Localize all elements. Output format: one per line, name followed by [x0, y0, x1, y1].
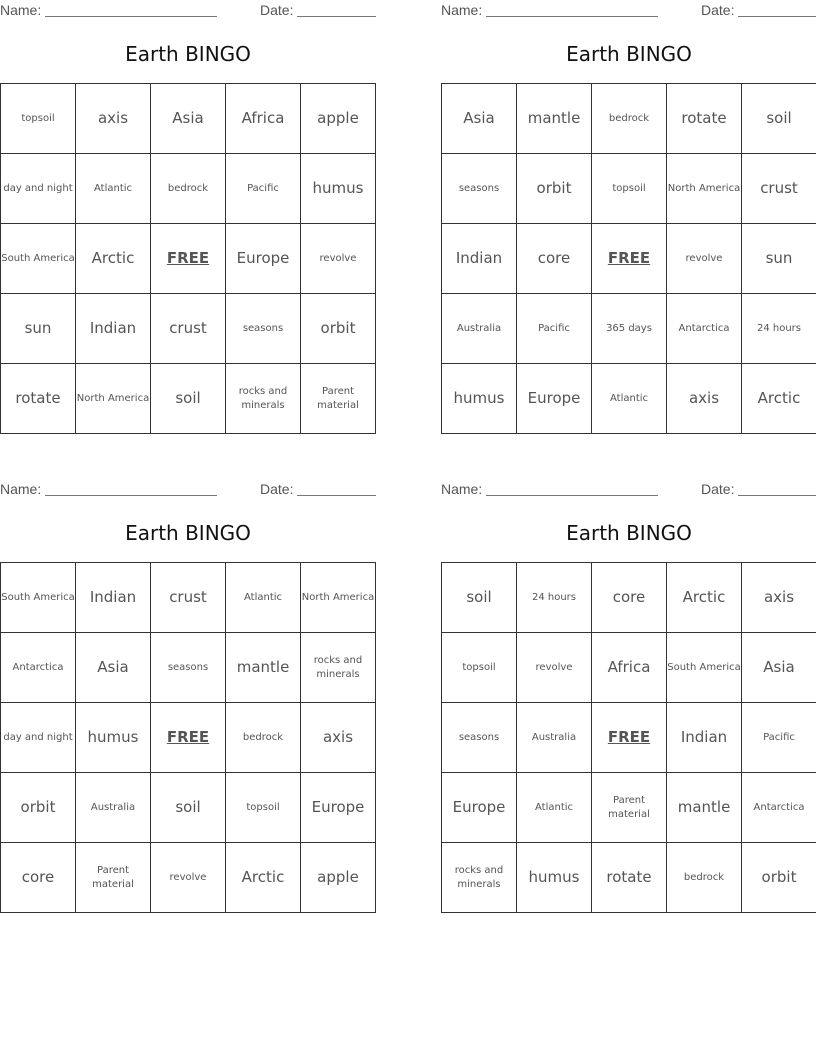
- bingo-cell: humus: [517, 843, 592, 913]
- bingo-cell: bedrock: [592, 84, 667, 154]
- bingo-cell: orbit: [742, 843, 816, 913]
- bingo-cell: Indian: [76, 563, 151, 633]
- bingo-row: [1, 843, 376, 913]
- name-blank-line: [45, 16, 217, 17]
- free-space-cell: FREE: [151, 703, 226, 773]
- bingo-cell: axis: [76, 84, 151, 154]
- card-header: [0, 0, 376, 22]
- bingo-cell: 24 hours: [517, 563, 592, 633]
- card-title: Earth BINGO: [125, 42, 251, 66]
- bingo-cell: Parent material: [592, 773, 667, 843]
- name-label: Name:: [0, 481, 42, 497]
- date-label: Date:: [701, 481, 735, 497]
- bingo-cell: topsoil: [1, 84, 76, 154]
- bingo-cell: core: [592, 563, 667, 633]
- bingo-cell: mantle: [226, 633, 301, 703]
- bingo-cell: Arctic: [226, 843, 301, 913]
- bingo-row: [442, 84, 816, 154]
- date-label: Date:: [260, 481, 294, 497]
- bingo-cell: 24 hours: [742, 294, 816, 364]
- bingo-cell: Pacific: [226, 154, 301, 224]
- bingo-cell: day and night: [1, 703, 76, 773]
- free-space-cell: FREE: [592, 703, 667, 773]
- date-label: Date:: [701, 2, 735, 18]
- card-header: [441, 479, 816, 501]
- bingo-cell: topsoil: [442, 633, 517, 703]
- bingo-grid: [0, 562, 376, 913]
- bingo-row: [1, 364, 376, 434]
- bingo-cell: axis: [742, 563, 816, 633]
- bingo-row: [1, 633, 376, 703]
- bingo-cell: core: [1, 843, 76, 913]
- bingo-cell: rocks and minerals: [226, 364, 301, 434]
- bingo-cell: Indian: [76, 294, 151, 364]
- bingo-cell: Australia: [517, 703, 592, 773]
- bingo-cell: sun: [742, 224, 816, 294]
- bingo-cell: seasons: [442, 703, 517, 773]
- bingo-cell: Antarctica: [742, 773, 816, 843]
- bingo-cell: Asia: [76, 633, 151, 703]
- bingo-cell: seasons: [226, 294, 301, 364]
- bingo-row: [442, 154, 816, 224]
- bingo-cell: bedrock: [226, 703, 301, 773]
- card-title: Earth BINGO: [566, 521, 692, 545]
- bingo-row: [442, 773, 816, 843]
- bingo-row: [1, 224, 376, 294]
- bingo-cell: South America: [667, 633, 742, 703]
- free-space-cell: FREE: [151, 224, 226, 294]
- bingo-row: [1, 84, 376, 154]
- bingo-cell: rotate: [592, 843, 667, 913]
- bingo-cell: Pacific: [517, 294, 592, 364]
- bingo-cell: soil: [151, 364, 226, 434]
- bingo-cell: Africa: [226, 84, 301, 154]
- bingo-row: [1, 154, 376, 224]
- bingo-cell: Asia: [742, 633, 816, 703]
- name-blank-line: [486, 495, 658, 496]
- bingo-cell: Parent material: [301, 364, 376, 434]
- bingo-cell: orbit: [1, 773, 76, 843]
- bingo-cell: Atlantic: [76, 154, 151, 224]
- bingo-cell: axis: [301, 703, 376, 773]
- bingo-cell: rotate: [667, 84, 742, 154]
- bingo-cell: North America: [301, 563, 376, 633]
- bingo-cell: humus: [442, 364, 517, 434]
- bingo-cell: bedrock: [151, 154, 226, 224]
- bingo-cell: Arctic: [667, 563, 742, 633]
- bingo-cell: Parent material: [76, 843, 151, 913]
- bingo-cell: humus: [301, 154, 376, 224]
- bingo-cell: North America: [76, 364, 151, 434]
- bingo-cell: Australia: [442, 294, 517, 364]
- bingo-row: [442, 843, 816, 913]
- bingo-cell: crust: [151, 563, 226, 633]
- bingo-cell: apple: [301, 843, 376, 913]
- bingo-cell: topsoil: [226, 773, 301, 843]
- bingo-row: [1, 773, 376, 843]
- bingo-cell: revolve: [667, 224, 742, 294]
- bingo-cell: orbit: [517, 154, 592, 224]
- bingo-row: [1, 703, 376, 773]
- bingo-cell: Europe: [226, 224, 301, 294]
- bingo-cell: revolve: [517, 633, 592, 703]
- bingo-cell: Atlantic: [592, 364, 667, 434]
- bingo-grid: [441, 83, 816, 434]
- bingo-cell: soil: [151, 773, 226, 843]
- date-blank-line: [738, 495, 816, 496]
- bingo-cell: Europe: [517, 364, 592, 434]
- bingo-row: [1, 563, 376, 633]
- bingo-cell: Indian: [442, 224, 517, 294]
- bingo-cell: humus: [76, 703, 151, 773]
- bingo-cell: soil: [442, 563, 517, 633]
- bingo-cell: Asia: [442, 84, 517, 154]
- bingo-cell: seasons: [151, 633, 226, 703]
- bingo-cell: bedrock: [667, 843, 742, 913]
- bingo-row: [1, 294, 376, 364]
- bingo-cell: rocks and minerals: [301, 633, 376, 703]
- bingo-grid: [0, 83, 376, 434]
- name-label: Name:: [0, 2, 42, 18]
- bingo-cell: Africa: [592, 633, 667, 703]
- bingo-cell: topsoil: [592, 154, 667, 224]
- date-blank-line: [297, 16, 376, 17]
- bingo-cell: South America: [1, 563, 76, 633]
- bingo-cell: Atlantic: [517, 773, 592, 843]
- bingo-cell: Pacific: [742, 703, 816, 773]
- card-title: Earth BINGO: [566, 42, 692, 66]
- name-label: Name:: [441, 2, 483, 18]
- bingo-cell: mantle: [667, 773, 742, 843]
- bingo-cell: Antarctica: [667, 294, 742, 364]
- bingo-cell: Europe: [301, 773, 376, 843]
- bingo-cell: Atlantic: [226, 563, 301, 633]
- bingo-cell: crust: [151, 294, 226, 364]
- bingo-cell: revolve: [151, 843, 226, 913]
- bingo-cell: Arctic: [742, 364, 816, 434]
- bingo-row: [442, 294, 816, 364]
- bingo-row: [442, 703, 816, 773]
- bingo-cell: apple: [301, 84, 376, 154]
- bingo-cell: Australia: [76, 773, 151, 843]
- bingo-cell: day and night: [1, 154, 76, 224]
- card-header: [441, 0, 816, 22]
- bingo-grid: [441, 562, 816, 913]
- bingo-cell: revolve: [301, 224, 376, 294]
- date-blank-line: [297, 495, 376, 496]
- bingo-cell: Indian: [667, 703, 742, 773]
- bingo-row: [442, 224, 816, 294]
- bingo-cell: Antarctica: [1, 633, 76, 703]
- free-space-cell: FREE: [592, 224, 667, 294]
- name-blank-line: [486, 16, 658, 17]
- bingo-cell: South America: [1, 224, 76, 294]
- bingo-row: [442, 364, 816, 434]
- bingo-cell: soil: [742, 84, 816, 154]
- date-blank-line: [738, 16, 816, 17]
- bingo-cell: crust: [742, 154, 816, 224]
- bingo-cell: rocks and minerals: [442, 843, 517, 913]
- bingo-cell: core: [517, 224, 592, 294]
- bingo-cell: Europe: [442, 773, 517, 843]
- bingo-row: [442, 563, 816, 633]
- name-label: Name:: [441, 481, 483, 497]
- bingo-cell: Arctic: [76, 224, 151, 294]
- bingo-cell: 365 days: [592, 294, 667, 364]
- bingo-cell: seasons: [442, 154, 517, 224]
- name-blank-line: [45, 495, 217, 496]
- bingo-cell: North America: [667, 154, 742, 224]
- card-title: Earth BINGO: [125, 521, 251, 545]
- bingo-cell: Asia: [151, 84, 226, 154]
- card-header: [0, 479, 376, 501]
- bingo-cell: orbit: [301, 294, 376, 364]
- bingo-cell: axis: [667, 364, 742, 434]
- bingo-row: [442, 633, 816, 703]
- date-label: Date:: [260, 2, 294, 18]
- bingo-cell: rotate: [1, 364, 76, 434]
- bingo-cell: sun: [1, 294, 76, 364]
- bingo-cell: mantle: [517, 84, 592, 154]
